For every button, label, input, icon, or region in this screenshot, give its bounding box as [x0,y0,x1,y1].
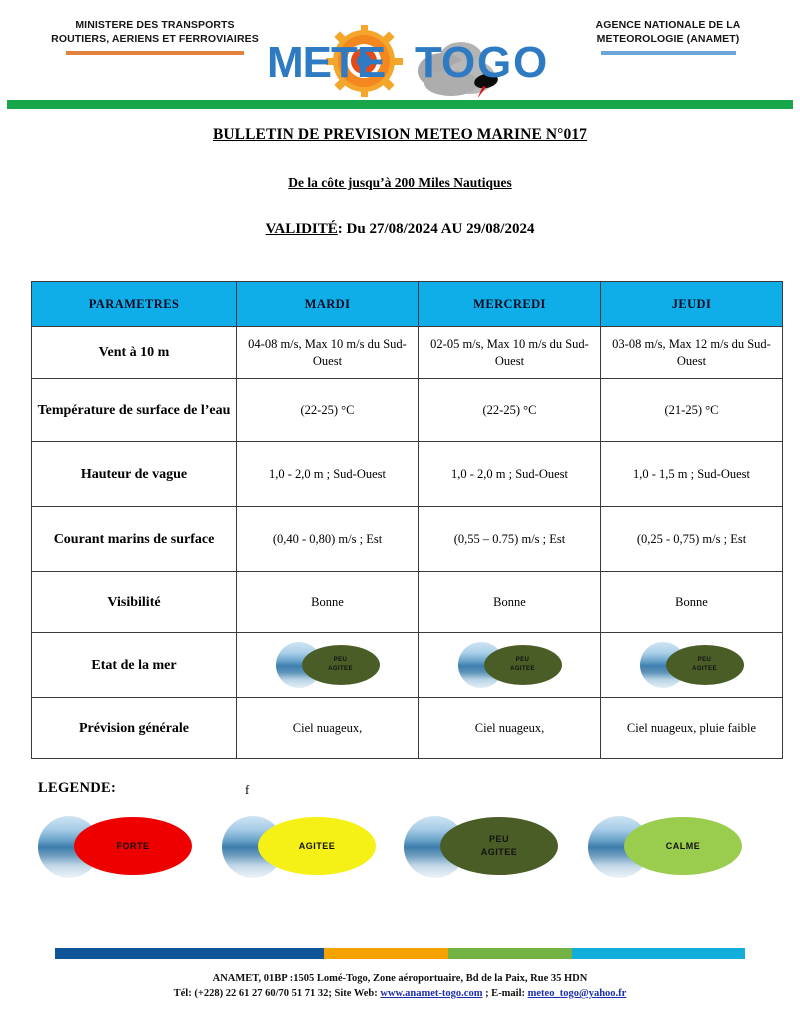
footer-email-label: ; E-mail: [482,988,528,999]
forecast-table-wrapper [31,281,783,759]
agency-block [558,18,778,55]
cell-courant-jeudi: (0,25 - 0,75) m/s ; Est [601,507,783,572]
forecast-table [31,281,783,759]
cell-vague-mercredi: 1,0 - 2,0 m ; Sud-Ouest [419,442,601,507]
cell-courant-mardi: (0,40 - 0,80) m/s ; Est [237,507,419,572]
legend-item-calme [588,813,748,879]
footer-contact [0,971,800,1001]
table-row [32,507,783,572]
footer-bar-segment-cyan [572,948,745,959]
ministry-line-1: MINISTERE DES TRANSPORTS [75,19,235,31]
validity-line [0,221,800,238]
legend-item-agitee [222,813,382,879]
row-label-visibilite: Visibilité [32,572,237,633]
cell-vague-jeudi: 1,0 - 1,5 m ; Sud-Ouest [601,442,783,507]
svg-text:T: T [415,38,441,87]
sea-state-line-2: AGITEE [510,666,535,672]
table-row [32,633,783,698]
header-green-divider [7,100,793,109]
row-label-etat-mer: Etat de la mer [32,633,237,698]
ministry-underline-rule [66,51,244,55]
ministry-line-2: ROUTIERS, AERIENS ET FERROVIAIRES [51,33,259,45]
cell-visibilite-jeudi: Bonne [601,572,783,633]
row-label-courant: Courant marins de surface [32,507,237,572]
cell-vent-mercredi: 02-05 m/s, Max 10 m/s du Sud-Ouest [419,327,601,379]
legend-label-line-1: PEU [488,834,509,844]
legend-item-forte [38,813,198,879]
legend-item-peu-agitee [404,813,564,879]
table-row [32,379,783,442]
cell-visibilite-mercredi: Bonne [419,572,601,633]
table-row [32,327,783,379]
cell-etat-mer-jeudi [601,633,783,698]
footer-color-bar [55,948,745,959]
sea-state-line-1: PEU [515,657,530,663]
svg-text:G: G [477,38,511,87]
sea-state-ellipse [666,645,744,685]
page-header [0,0,800,96]
validity-label: VALIDITÉ [265,221,338,237]
sea-state-ellipse [484,645,562,685]
legend-stray-character: f [245,782,250,797]
column-header-parametres: PARAMETRES [32,282,237,327]
table-row [32,698,783,759]
table-row [32,442,783,507]
svg-text:METE: METE [267,38,386,87]
agency-line-1: AGENCE NATIONALE DE LA [595,19,741,31]
legend-label-line-1: CALME [665,840,701,851]
page-title-text: BULLETIN DE PREVISION METEO MARINE N°017 [212,126,588,143]
footer-address: ANAMET, 01BP :1505 Lomé-Togo, Zone aéroportuaire, Bd de la Paix, Rue 35 HDN [212,973,588,984]
cell-prevision-jeudi: Ciel nuageux, pluie faible [601,698,783,759]
sea-state-badge [640,642,744,688]
column-header-mercredi: MERCREDI [419,282,601,327]
footer-bar-segment-blue [55,948,324,959]
page-footer [0,948,800,1001]
cell-etat-mer-mercredi [419,633,601,698]
table-row [32,572,783,633]
cell-temperature-mercredi: (22-25) °C [419,379,601,442]
row-label-prevision: Prévision générale [32,698,237,759]
title-section [0,126,800,238]
page-title [0,126,800,144]
sea-state-line-1: PEU [697,657,712,663]
row-label-hauteur-vague: Hauteur de vague [32,442,237,507]
legend-label-line-1: AGITEE [298,840,336,851]
legend-title: LEGENDE: [38,780,117,796]
table-header-row [32,282,783,327]
cell-temperature-jeudi: (21-25) °C [601,379,783,442]
agency-underline-rule [601,51,736,55]
cell-etat-mer-mardi [237,633,419,698]
footer-website-link[interactable]: www.anamet-togo.com [380,988,483,999]
cell-visibilite-mardi: Bonne [237,572,419,633]
legend-ellipse [74,817,192,875]
legend-label-line-1: FORTE [116,840,150,851]
cell-vent-jeudi: 03-08 m/s, Max 12 m/s du Sud-Ouest [601,327,783,379]
cell-vague-mardi: 1,0 - 2,0 m ; Sud-Ouest [237,442,419,507]
legend-label-line-2: AGITEE [480,847,518,857]
cell-temperature-mardi: (22-25) °C [237,379,419,442]
column-header-jeudi: JEUDI [601,282,783,327]
sea-state-line-2: AGITEE [328,666,353,672]
footer-email-link[interactable]: meteo_togo@yahoo.fr [527,988,627,999]
sea-state-line-2: AGITEE [692,666,717,672]
legend-ellipse [624,817,742,875]
footer-bar-segment-orange [324,948,448,959]
sea-state-badge [458,642,562,688]
svg-text:O: O [441,38,475,87]
page-subtitle [0,175,800,191]
cell-vent-mardi: 04-08 m/s, Max 10 m/s du Sud-Ouest [237,327,419,379]
cell-prevision-mardi: Ciel nuageux, [237,698,419,759]
ministry-block [30,18,280,55]
footer-phone-label: Tél: (+228) 22 61 27 60/70 51 71 32; Site Web: [173,988,381,999]
legend-ellipse [440,817,558,875]
legend-ellipse [258,817,376,875]
meteo-togo-logo [265,25,565,97]
legend-section [0,780,800,890]
column-header-mardi: MARDI [237,282,419,327]
page-subtitle-text: De la côte jusqu’à 200 Miles Nautiques [288,175,512,190]
sea-state-line-1: PEU [333,657,348,663]
footer-bar-segment-green [448,948,572,959]
legend-items [0,813,800,883]
agency-line-2: METEOROLOGIE (ANAMET) [596,33,740,45]
cell-prevision-mercredi: Ciel nuageux, [419,698,601,759]
row-label-temperature: Température de surface de l’eau [32,379,237,442]
footer-contact-line [0,986,800,1001]
svg-text:O: O [513,38,547,87]
sea-state-badge [276,642,380,688]
cell-courant-mercredi: (0,55 – 0.75) m/s ; Est [419,507,601,572]
validity-value: : Du 27/08/2024 AU 29/08/2024 [337,221,535,237]
row-label-vent: Vent à 10 m [32,327,237,379]
sea-state-ellipse [302,645,380,685]
